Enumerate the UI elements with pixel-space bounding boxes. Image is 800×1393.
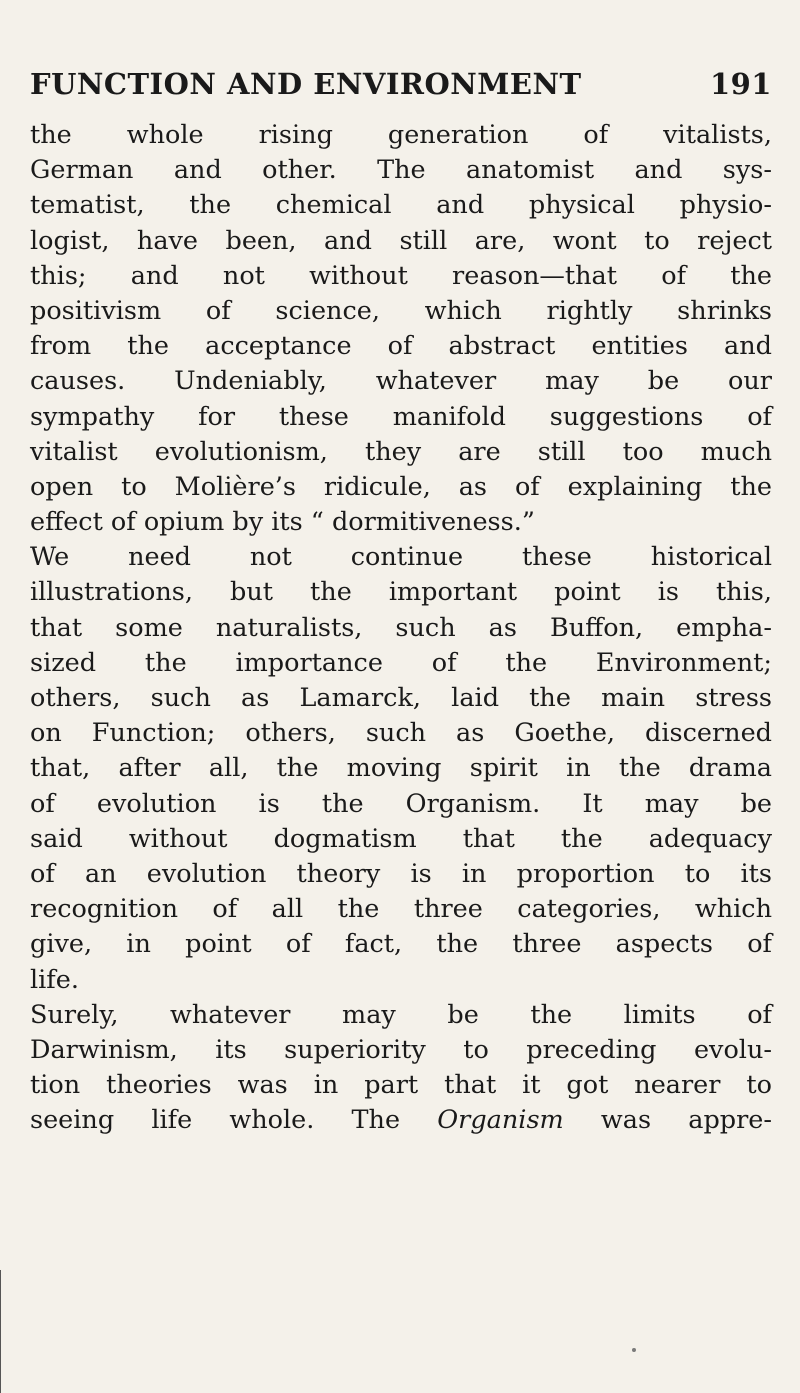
page-edge-line	[0, 1270, 1, 1393]
text-line: Surely, whatever may be the limits of	[30, 999, 772, 1030]
text-line-final	[30, 1103, 772, 1138]
text-line: said without dogmatism that the adequacy	[30, 823, 772, 854]
text-line: this; and not without reason—that of the	[30, 260, 772, 291]
running-head	[30, 66, 772, 102]
text-line: tematist, the chemical and physical physio-	[30, 190, 772, 221]
text-line: from the acceptance of abstract entities and	[30, 331, 772, 362]
text-line: sympathy for these manifold suggestions of	[30, 401, 772, 432]
text-line: logist, have been, and still are, wont to reject	[30, 225, 772, 256]
text-line: sized the importance of the Environment;	[30, 647, 772, 678]
text-line: We need not continue these historical	[30, 542, 772, 573]
text-line: effect of opium by its “ dormitiveness.”	[30, 507, 535, 538]
text-line: positivism of science, which rightly shrinks	[30, 295, 772, 326]
text-line: vitalist evolutionism, they are still too much	[30, 436, 772, 467]
text-line: that, after all, the moving spirit in the drama	[30, 753, 772, 784]
final-line-end: was appre-	[563, 1105, 772, 1136]
text-line: the whole rising generation of vitalists,	[30, 120, 772, 150]
text-line: on Function; others, such as Goethe, discerned	[30, 718, 772, 749]
page-number: 191	[709, 67, 772, 101]
body-text	[30, 118, 772, 1138]
page-speck	[632, 1348, 636, 1352]
text-line: life.	[30, 964, 79, 995]
running-head-title: FUNCTION AND ENVIRONMENT	[30, 67, 582, 101]
text-line: German and other. The anatomist and sys-	[30, 155, 772, 186]
italic-word: Organism	[437, 1105, 564, 1136]
text-line: open to Molière’s ridicule, as of explaining the	[30, 471, 772, 502]
text-line: of evolution is the Organism. It may be	[30, 788, 772, 819]
text-line: give, in point of fact, the three aspects of	[30, 929, 772, 960]
text-line: recognition of all the three categories, which	[30, 894, 772, 925]
text-line: of an evolution theory is in proportion to its	[30, 858, 772, 889]
final-line-start: seeing life whole. The	[30, 1105, 438, 1136]
text-line: others, such as Lamarck, laid the main stress	[30, 683, 772, 713]
text-line: tion theories was in part that it got nearer to	[30, 1070, 772, 1101]
text-line: that some naturalists, such as Buffon, empha-	[30, 612, 772, 643]
text-line: causes. Undeniably, whatever may be our	[30, 366, 772, 397]
text-line: illustrations, but the important point is this,	[30, 577, 772, 608]
text-line: Darwinism, its superiority to preceding evolu-	[30, 1034, 772, 1065]
book-page	[30, 0, 772, 1393]
